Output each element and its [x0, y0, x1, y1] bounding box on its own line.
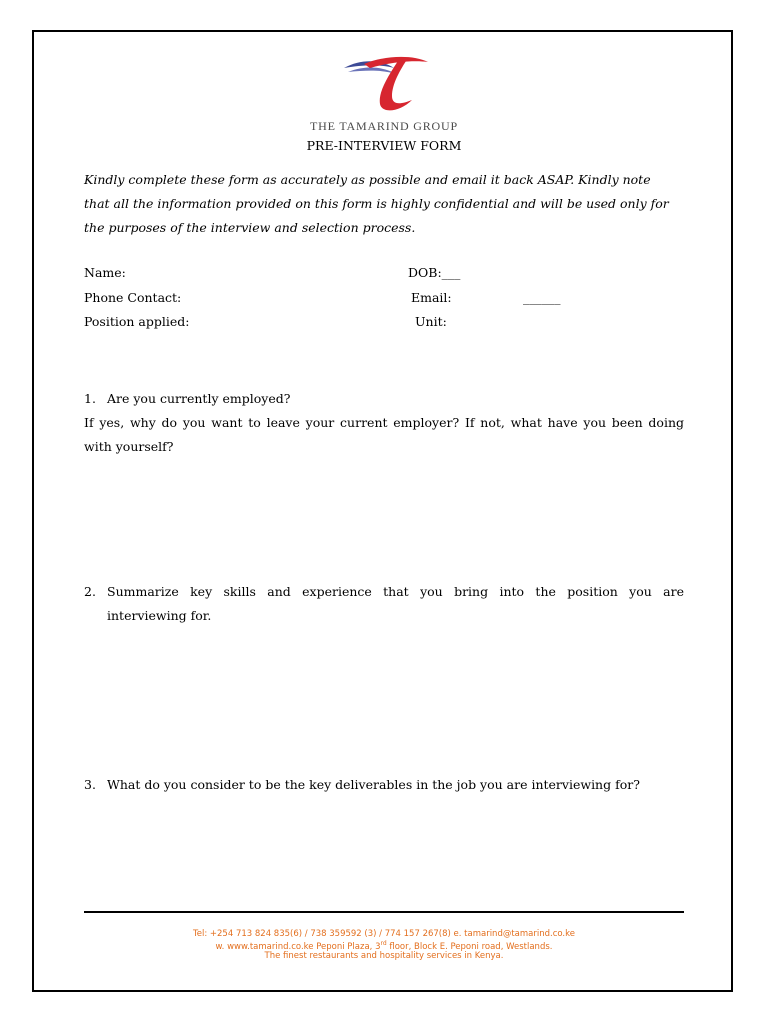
question-2-line: Summarize key skills and experience that you bring into the position you are [107, 584, 684, 599]
question-1-follow-line: If yes, why do you want to leave your current employer? If not, what have you been doing [84, 415, 684, 430]
dob-label: DOB:___ [408, 265, 461, 280]
question-number: 3. [84, 777, 96, 792]
email-blank: ______ [523, 290, 561, 305]
question-number: 2. [84, 584, 96, 599]
intro-line: Kindly complete these form as accurately as possible and email it back ASAP. Kindly note [84, 172, 651, 187]
intro-paragraph [84, 168, 684, 240]
question-1-follow [84, 415, 684, 430]
position-label: Position applied: [84, 314, 190, 329]
question-2-text [107, 584, 684, 599]
question-number: 1. [84, 391, 96, 406]
intro-line: that all the information provided on this form is highly confidential and will be used only for [84, 196, 669, 211]
name-label: Name: [84, 265, 126, 280]
tamarind-logo-icon [338, 52, 438, 116]
footer-divider [84, 911, 684, 913]
footer-address-text: w. www.tamarind.co.ke Peponi Plaza, 3 [215, 941, 381, 952]
unit-label: Unit: [415, 314, 447, 329]
footer-contact: Tel: +254 713 824 835(6) / 738 359592 (3) / 774 157 267(8) e. tamarind@tamarind.co.ke [193, 929, 575, 939]
intro-line: the purposes of the interview and selection process. [84, 220, 416, 235]
form-title: PRE-INTERVIEW FORM [306, 138, 462, 153]
question-3-text: What do you consider to be the key deliverables in the job you are interviewing for? [107, 777, 640, 792]
question-1-text: Are you currently employed? [107, 391, 291, 406]
phone-label: Phone Contact: [84, 290, 182, 305]
question-2-line: interviewing for. [107, 608, 212, 623]
footer-tagline: The finest restaurants and hospitality services in Kenya. [264, 951, 504, 961]
footer-superscript: rd [380, 940, 387, 947]
company-name: THE TAMARIND GROUP [310, 119, 458, 133]
email-label: Email: [411, 290, 452, 305]
footer-address-text: floor, Block E. Peponi road, Westlands. [386, 941, 553, 952]
question-1-follow-line: with yourself? [84, 439, 174, 454]
